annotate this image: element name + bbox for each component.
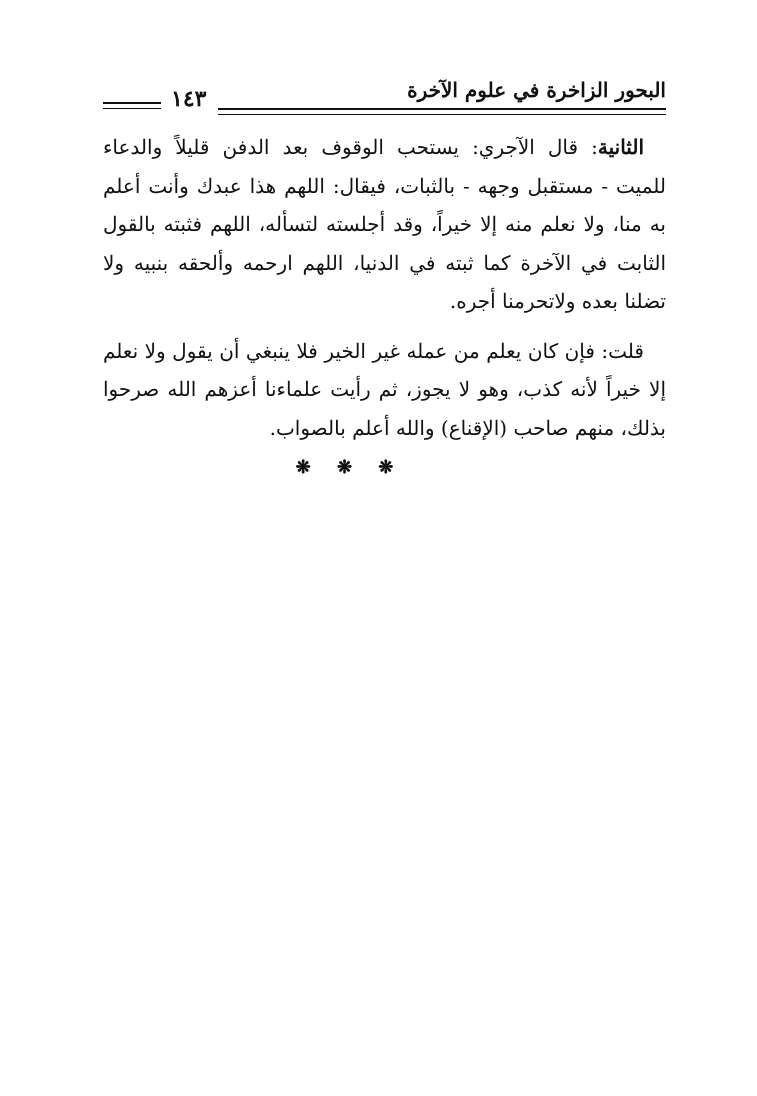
page-number: ١٤٣ <box>171 86 207 112</box>
title-double-rule <box>218 108 666 115</box>
page-body <box>103 128 666 488</box>
paragraph-2: قلت: فإن كان يعلم من عمله غير الخير فلا ينبغي أن يقول ولا نعلم إلا خيراً لأنه كذب، وهو لا يجوز، ثم رأيت علماءنا أعزهم الله صرحوا بذلك، منهم صاحب (الإقناع) والله أعلم بالصواب. <box>103 338 666 440</box>
book-title: البحور الزاخرة في علوم الآخرة <box>407 78 666 102</box>
paragraph-1-text: : قال الآجري: يستحب الوقوف بعد الدفن قليلاً والدعاء للميت - مستقبل وجهه - بالثبات، فيقال: اللهم هذا عبدك وأنت أعلم به منا، ولا نعلم منه إلا خيراً، وقد أجلسته لتسأله، اللهم فثبته بالقول الثابت في الآخرة كما ثبته في الدنيا، اللهم ارحمه وألحقه بنبيه ولا تضلنا بعده ولاتحرمنا أجره. <box>103 135 666 313</box>
section-separator: ❋ ❋ ❋ <box>295 457 404 478</box>
paragraph-1 <box>103 128 666 321</box>
running-header <box>103 78 666 118</box>
page-number-double-rule <box>103 102 161 109</box>
paragraph-1-lead: الثانية <box>597 135 644 159</box>
